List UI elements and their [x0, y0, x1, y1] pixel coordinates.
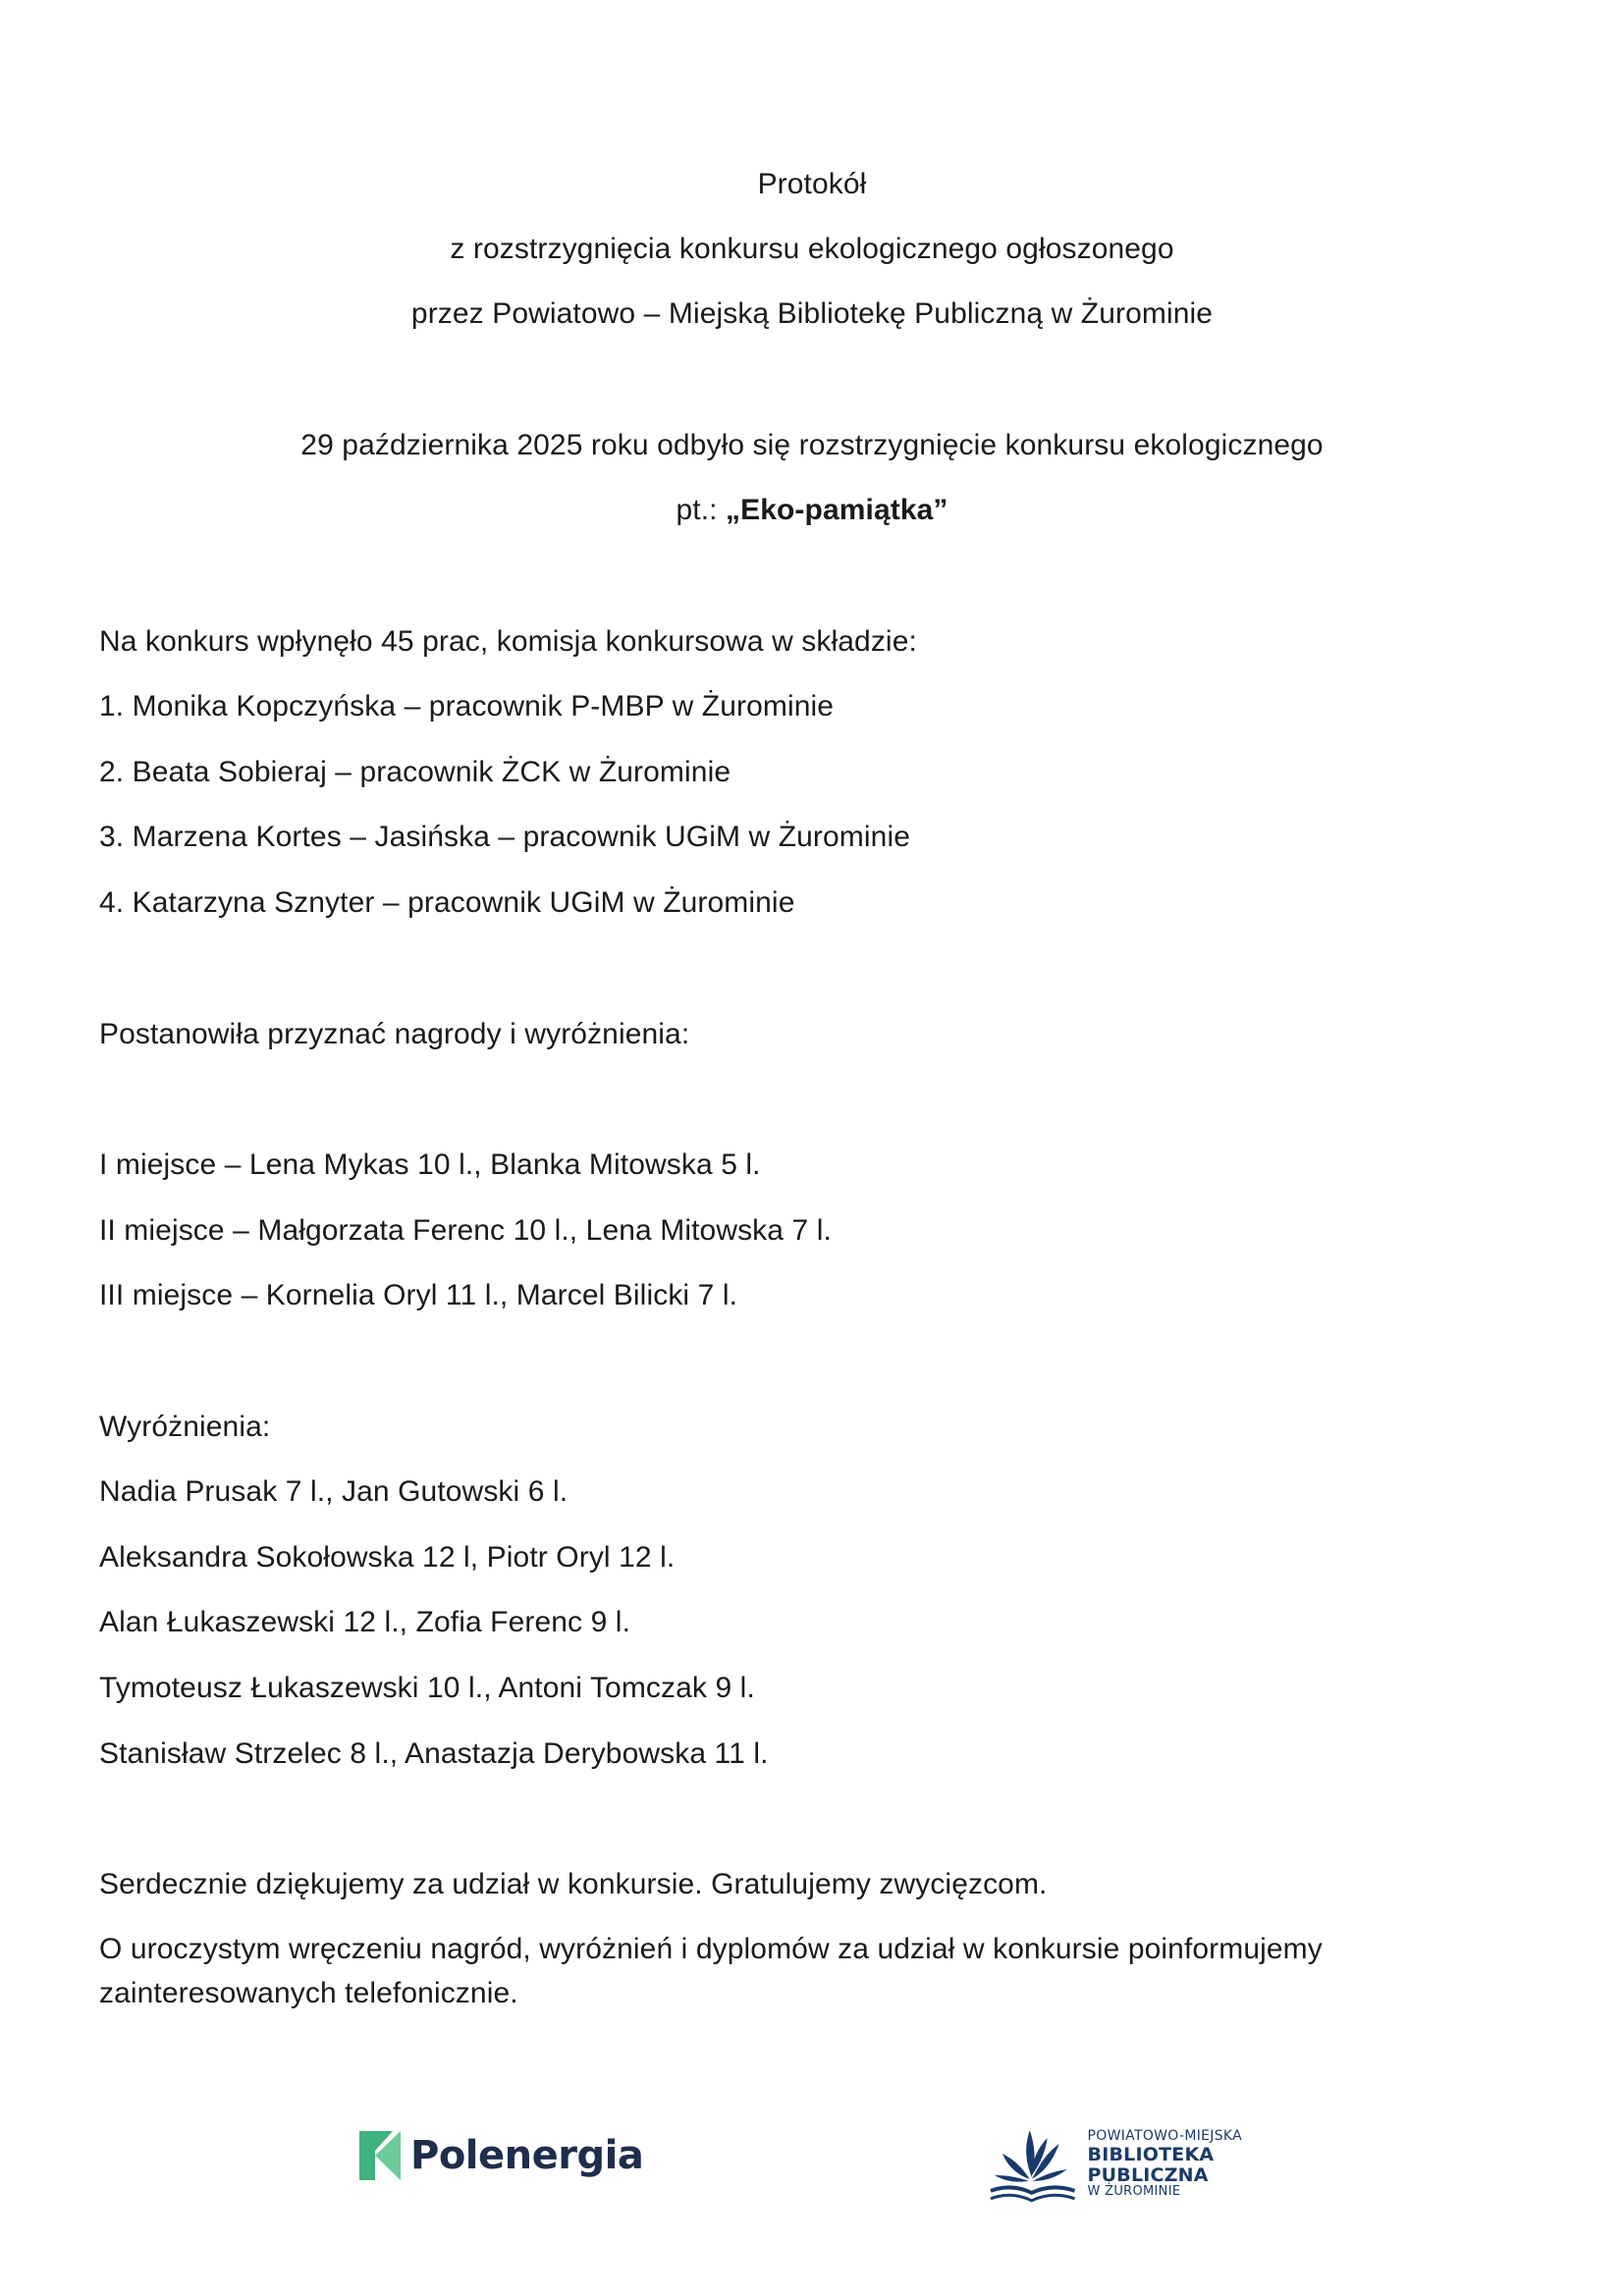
- polenergia-wordmark: Polenergia: [410, 2133, 644, 2178]
- library-line-2: BIBLIOTEKA PUBLICZNA: [1087, 2143, 1215, 2186]
- polenergia-mark-icon: [359, 2131, 401, 2180]
- contest-prefix: pt.:: [676, 494, 727, 526]
- committee-member: 4. Katarzyna Sznyter – pracownik UGiM w Żurominie: [99, 886, 795, 919]
- distinction-item: Nadia Prusak 7 l., Jan Gutowski 6 l.: [99, 1475, 568, 1508]
- prize-third: III miejsce – Kornelia Oryl 11 l., Marcel Bilicki 7 l.: [99, 1279, 738, 1311]
- distinction-item: Tymoteusz Łukaszewski 10 l., Antoni Tomczak 9 l.: [99, 1672, 755, 1704]
- document-subtitle-2: przez Powiatowo – Miejską Bibliotekę Publiczną w Żurominie: [410, 297, 1214, 330]
- document-title: Protokół: [757, 168, 867, 200]
- contest-name: „Eko-pamiątka”: [726, 494, 948, 526]
- distinction-item: Alan Łukaszewski 12 l., Zofia Ferenc 9 l.: [99, 1606, 631, 1638]
- closing-thanks: Serdecznie dziękujemy za udział w konkursie. Gratulujemy zwycięzcom.: [99, 1868, 1048, 1900]
- book-leaves-icon: [987, 2118, 1080, 2212]
- distinction-item: Stanisław Strzelec 8 l., Anastazja Derybowska 11 l.: [99, 1737, 769, 1770]
- closing-info-line-1: O uroczystym wręczeniu nagród, wyróżnień i dyplomów za udział w konkursie poinformujemy: [99, 1933, 1323, 1965]
- polenergia-logo: [359, 2107, 693, 2205]
- closing-info-line-2: zainteresowanych telefonicznie.: [99, 1977, 518, 2009]
- committee-member: 2. Beata Sobieraj – pracownik ŻCK w Żurominie: [99, 756, 731, 788]
- committee-lead: Na konkurs wpłynęło 45 prac, komisja konkursowa w składzie:: [99, 625, 917, 658]
- committee-member: 1. Monika Kopczyńska – pracownik P-MBP w Żurominie: [99, 690, 835, 722]
- document-subtitle-1: z rozstrzygnięcia konkursu ekologicznego ogłoszonego: [450, 233, 1174, 265]
- intro-line: 29 października 2025 roku odbyło się rozstrzygnięcie konkursu ekologicznego: [300, 429, 1324, 461]
- prize-first: I miejsce – Lena Mykas 10 l., Blanka Mitowska 5 l.: [99, 1148, 761, 1181]
- library-wordmark: [1088, 2129, 1340, 2199]
- library-line-3: W ŻUROMINIE: [1087, 2184, 1181, 2200]
- decision-text: Postanowiła przyznać nagrody i wyróżnienia:: [99, 1018, 690, 1050]
- distinctions-heading: Wyróżnienia:: [99, 1411, 271, 1443]
- distinction-item: Aleksandra Sokołowska 12 l, Piotr Oryl 12 l.: [99, 1541, 676, 1574]
- prize-second: II miejsce – Małgorzata Ferenc 10 l., Lena Mitowska 7 l.: [99, 1214, 832, 1247]
- library-logo: [987, 2110, 1340, 2218]
- library-line-1: POWIATOWO-MIEJSKA: [1087, 2128, 1243, 2145]
- committee-member: 3. Marzena Kortes – Jasińska – pracownik UGiM w Żurominie: [99, 821, 910, 853]
- contest-name-line: [0, 491, 1624, 530]
